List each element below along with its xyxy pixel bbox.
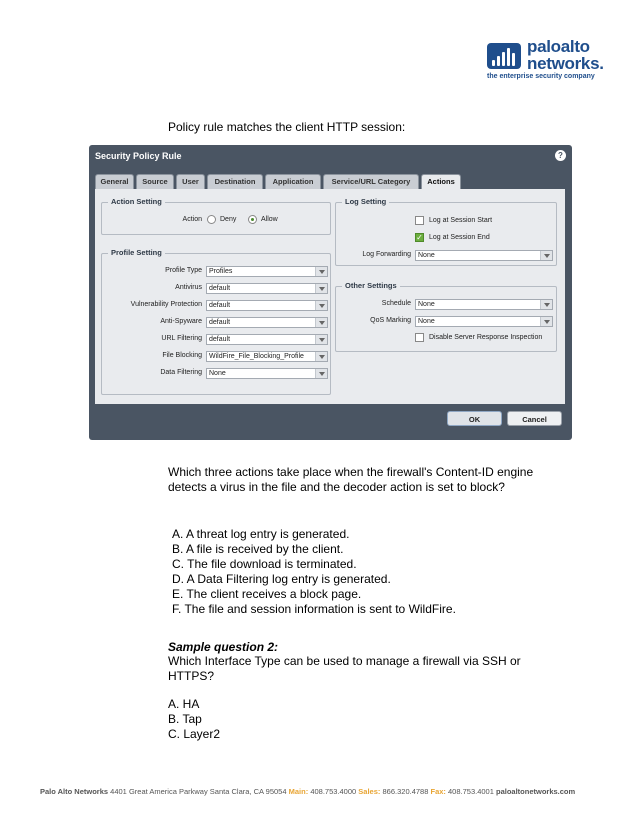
profile-type-label: Profile Type (165, 267, 202, 274)
anti-spyware-select[interactable]: default (206, 317, 328, 328)
tab-user[interactable]: User (176, 174, 205, 189)
file-blocking-label: File Blocking (162, 352, 202, 359)
other-settings-group (335, 281, 557, 352)
chevron-down-icon (315, 284, 327, 293)
footer-sales-label: Sales: (358, 787, 381, 796)
cancel-button[interactable]: Cancel (507, 411, 562, 426)
option-e: E. The client receives a block page. (172, 587, 362, 601)
chevron-down-icon (315, 301, 327, 310)
other-settings-title: Other Settings (342, 281, 400, 290)
qos-marking-label: QoS Marking (370, 317, 411, 324)
profile-setting-group (101, 248, 331, 395)
action-setting-title: Action Setting (108, 197, 165, 206)
chevron-down-icon (315, 352, 327, 361)
url-filtering-select[interactable]: default (206, 334, 328, 345)
vulnerability-protection-select[interactable]: default (206, 300, 328, 311)
actions-panel (95, 189, 565, 404)
option-b: B. A file is received by the client. (172, 542, 344, 556)
page-footer (40, 787, 610, 796)
tab-source[interactable]: Source (136, 174, 174, 189)
profile-type-select[interactable]: Profiles (206, 266, 328, 277)
q2-option-c: C. Layer2 (168, 727, 221, 741)
footer-fax-label: Fax: (430, 787, 446, 796)
deny-label: Deny (220, 216, 237, 223)
data-filtering-label: Data Filtering (160, 369, 202, 376)
log-session-end-label: Log at Session End (429, 234, 490, 241)
question-1: Which three actions take place when the firewall's Content-ID engine detects a virus in the file and the decoder action is set to block? (168, 465, 534, 494)
allow-label: Allow (261, 216, 278, 223)
url-filtering-label: URL Filtering (161, 335, 202, 342)
profile-setting-title: Profile Setting (108, 248, 165, 257)
antivirus-select[interactable]: default (206, 283, 328, 294)
question-2: Which Interface Type can be used to manage a firewall via SSH or HTTPS? (168, 654, 521, 683)
help-icon[interactable]: ? (555, 150, 566, 161)
anti-spyware-label: Anti-Spyware (160, 318, 202, 325)
ok-button[interactable]: OK (447, 411, 502, 426)
log-session-start-checkbox[interactable] (415, 216, 424, 225)
footer-website[interactable]: paloaltonetworks.com (495, 787, 576, 796)
chevron-down-icon (540, 300, 552, 309)
question-1-options (172, 527, 456, 617)
logo-word-1: paloalto (527, 37, 590, 56)
data-filtering-select[interactable]: None (206, 368, 328, 379)
option-d: D. A Data Filtering log entry is generated. (172, 572, 391, 586)
tab-service-url-category[interactable]: Service/URL Category (323, 174, 419, 189)
log-forwarding-label: Log Forwarding (362, 251, 411, 258)
disable-sri-label: Disable Server Response Inspection (429, 334, 543, 341)
chevron-down-icon (315, 335, 327, 344)
intro-text: Policy rule matches the client HTTP session: (168, 120, 406, 134)
tab-general[interactable]: General (95, 174, 134, 189)
footer-sales: 866.320.4788 (382, 787, 429, 796)
option-a: A. A threat log entry is generated. (172, 527, 350, 541)
security-policy-rule-dialog (89, 145, 572, 440)
log-session-start-label: Log at Session Start (429, 217, 493, 224)
dialog-title: Security Policy Rule (95, 151, 182, 161)
log-session-end-checkbox[interactable]: ✓ (416, 233, 423, 242)
option-f: F. The file and session information is sent to WildFire. (172, 602, 456, 616)
deny-radio[interactable] (207, 215, 216, 224)
disable-sri-checkbox[interactable] (415, 333, 424, 342)
qos-marking-select[interactable]: None (415, 316, 553, 327)
palo-alto-logo (487, 38, 605, 80)
chevron-down-icon (540, 317, 552, 326)
allow-radio[interactable] (248, 215, 257, 224)
chevron-down-icon (315, 318, 327, 327)
action-label: Action (182, 216, 202, 223)
chevron-down-icon (540, 251, 552, 260)
footer-address: 4401 Great America Parkway Santa Clara, CA 95054 (110, 787, 287, 796)
tab-actions[interactable]: Actions (421, 174, 461, 189)
footer-main-label: Main: (288, 787, 309, 796)
logo-bars-icon (487, 43, 521, 69)
schedule-label: Schedule (381, 300, 411, 307)
sample-question-2-title: Sample question 2: (168, 640, 279, 654)
schedule-select[interactable]: None (415, 299, 553, 310)
footer-main: 408.753.4000 (310, 787, 357, 796)
log-setting-title: Log Setting (342, 197, 389, 206)
tab-application[interactable]: Application (265, 174, 321, 189)
file-blocking-select[interactable]: WildFire_File_Blocking_Profile (206, 351, 328, 362)
action-setting-group (101, 197, 331, 235)
tab-destination[interactable]: Destination (207, 174, 263, 189)
antivirus-label: Antivirus (175, 284, 202, 291)
footer-company: Palo Alto Networks (40, 787, 109, 796)
logo-tagline: the enterprise security company (487, 73, 595, 80)
logo-word-2: networks. (527, 54, 604, 73)
log-setting-group (335, 197, 557, 266)
footer-fax: 408.753.4001 (448, 787, 494, 796)
vulnerability-protection-label: Vulnerability Protection (130, 301, 202, 308)
question-2-options (168, 697, 220, 742)
option-c: C. The file download is terminated. (172, 557, 357, 571)
chevron-down-icon (315, 267, 327, 276)
log-forwarding-select[interactable]: None (415, 250, 553, 261)
chevron-down-icon (315, 369, 327, 378)
q2-option-b: B. Tap (168, 712, 202, 726)
q2-option-a: A. HA (168, 697, 200, 711)
